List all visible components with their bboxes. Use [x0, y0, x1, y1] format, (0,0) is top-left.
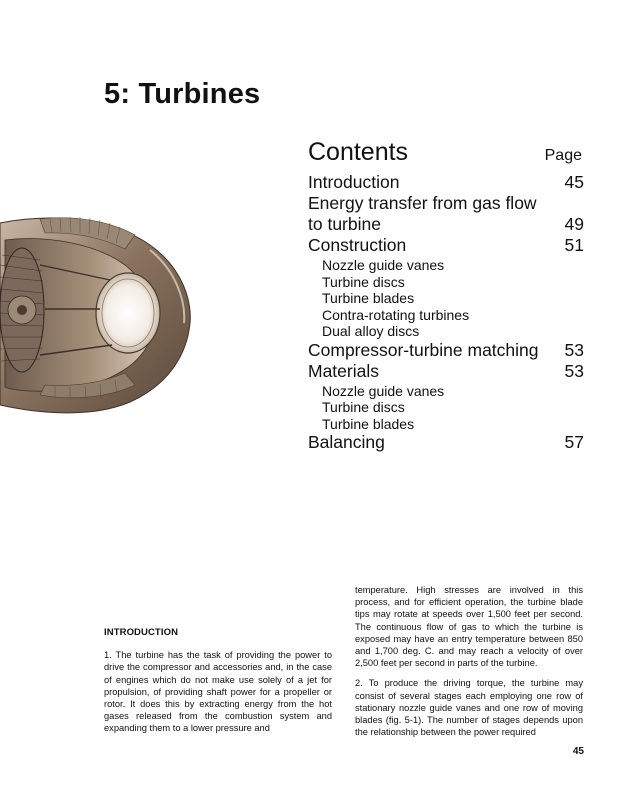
toc-subentry: Turbine blades: [322, 415, 415, 432]
toc-entry-balancing: [308, 432, 584, 453]
toc-entry-title: Materials: [308, 360, 379, 381]
section-heading-introduction: INTRODUCTION: [104, 627, 179, 638]
toc-subentry: Contra-rotating turbines: [322, 306, 470, 323]
paragraph-1-continued: temperature. High stresses are involved in this process, and for efficient operation, the turbine blade tips may rotate at speeds over 1,500 feet per second. The continuous flow of gas to which the turbine is exposed may have an entry temperature between 850 and 1,700 deg. C. and may reach a velocity of over 2,500 feet per second in parts of the turbine.: [355, 585, 583, 669]
toc-entry-page: 45: [564, 172, 584, 192]
toc-entry-compressor-turbine-matching: [308, 340, 584, 361]
toc-heading: Contents: [308, 138, 409, 166]
toc-entry-construction: [308, 235, 584, 256]
table-of-contents: [308, 138, 584, 453]
toc-header: [308, 138, 584, 172]
toc-entry-page: 53: [564, 339, 584, 360]
body-column-right: [355, 584, 583, 746]
toc-entry-page: 51: [564, 235, 584, 255]
toc-subentry: Nozzle guide vanes: [322, 382, 445, 399]
toc-entry-title: to turbine: [308, 214, 381, 234]
toc-entry-page: 49: [564, 214, 584, 234]
paragraph-1: 1. The turbine has the task of providing the power to drive the compressor and accessories and, in the case of engines which do not make use solely of a jet for propulsion, of providing shaft power for a propeller or rotor. It does this by extracting energy from the hot gases released from the combustion system and expanding them to a lower pressure and: [104, 650, 332, 734]
paragraph-2: 2. To produce the driving torque, the turbine may consist of several stages each employing one row of stationary nozzle guide vanes and one row of moving blades (fig. 5-1). The number of stages depends upon the relationship between the power required: [355, 678, 583, 738]
toc-entry-title: Introduction: [308, 172, 400, 192]
toc-entry-page: 57: [564, 432, 584, 452]
toc-subentry: Turbine discs: [322, 273, 405, 290]
toc-entry-title: Compressor-turbine matching: [308, 339, 539, 360]
chapter-title: 5: Turbines: [104, 78, 261, 110]
toc-entry-materials: [308, 361, 584, 382]
toc-entry-page: 53: [564, 360, 584, 381]
body-column-left: [104, 627, 332, 743]
toc-subentry: Dual alloy discs: [322, 323, 420, 339]
toc-entry-title: Balancing: [308, 432, 385, 452]
toc-subentry: Nozzle guide vanes: [322, 257, 445, 273]
turbine-cutaway-illustration: [0, 205, 195, 420]
toc-entry-energy-transfer-line2: [308, 214, 584, 235]
toc-page-column-heading: Page: [544, 147, 582, 164]
page-number: 45: [572, 746, 584, 757]
toc-entry-title: Energy transfer from gas flow: [308, 193, 537, 213]
toc-entry-title: Construction: [308, 235, 407, 255]
toc-entry-introduction: [308, 172, 584, 193]
toc-subentry: Turbine discs: [322, 399, 405, 415]
toc-entry-energy-transfer-line1: [308, 193, 584, 214]
toc-subentry: Turbine blades: [322, 290, 415, 306]
